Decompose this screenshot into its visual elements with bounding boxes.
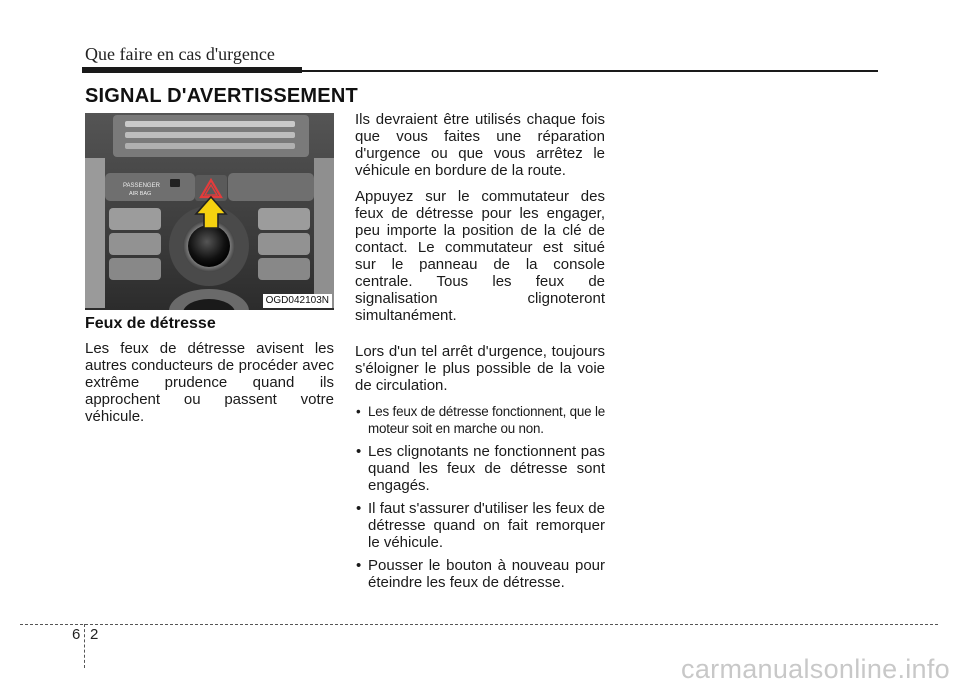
- subsection-heading: Feux de détresse: [85, 315, 216, 332]
- footer-divider: [84, 624, 85, 668]
- section-title: SIGNAL D'AVERTISSEMENT: [85, 85, 358, 107]
- paragraph-usage: Ils devraient être utilisés chaque fois que vous faites une réparation d'urgence ou que vous arrêtez le véhicule en bordure de la route.: [355, 111, 605, 179]
- passenger-label-1: PASSENGER: [123, 183, 160, 189]
- list-item: • Les feux de détresse fonctionnent, que le moteur soit en marche ou non.: [355, 403, 605, 437]
- watermark: carmanualsonline.info: [681, 654, 950, 684]
- passenger-label-2: AIR BAG: [129, 191, 152, 197]
- page-number: 2: [90, 626, 99, 643]
- paragraph-switch: Appuyez sur le commutateur des feux de détresse pour les engager, peu importe la position de la clé de contact. Le commutateur est situé sur le panneau de la console centrale. Tous les feux de signalisation clignoteront simultanément.: [355, 188, 605, 324]
- list-item: • Il faut s'assurer d'utiliser les feux de détresse quand on fait remorquer le véhicule.: [355, 500, 605, 551]
- left-paragraph: Les feux de détresse avisent les autres conducteurs de procéder avec extrême prudence quand ils approchent ou passent votre véhicule.: [85, 340, 334, 425]
- list-item: • Les clignotants ne fonctionnent pas quand les feux de détresse sont engagés.: [355, 443, 605, 494]
- figure-code: OGD042103N: [263, 294, 332, 308]
- hazard-switch-photo: [85, 113, 334, 310]
- console-illustration: [85, 113, 334, 310]
- header-rule-thick: [82, 67, 302, 73]
- section-number: 6: [72, 626, 81, 643]
- paragraph-stop: Lors d'un tel arrêt d'urgence, toujours s'éloigner le plus possible de la voie de circulation.: [355, 343, 605, 394]
- header-rule-thin: [300, 70, 878, 72]
- list-item: • Pousser le bouton à nouveau pour éteindre les feux de détresse.: [355, 557, 605, 591]
- notes-list: [355, 403, 605, 591]
- footer-rule: [20, 624, 938, 625]
- right-column: [355, 111, 605, 597]
- page-header-title: Que faire en cas d'urgence: [85, 44, 275, 64]
